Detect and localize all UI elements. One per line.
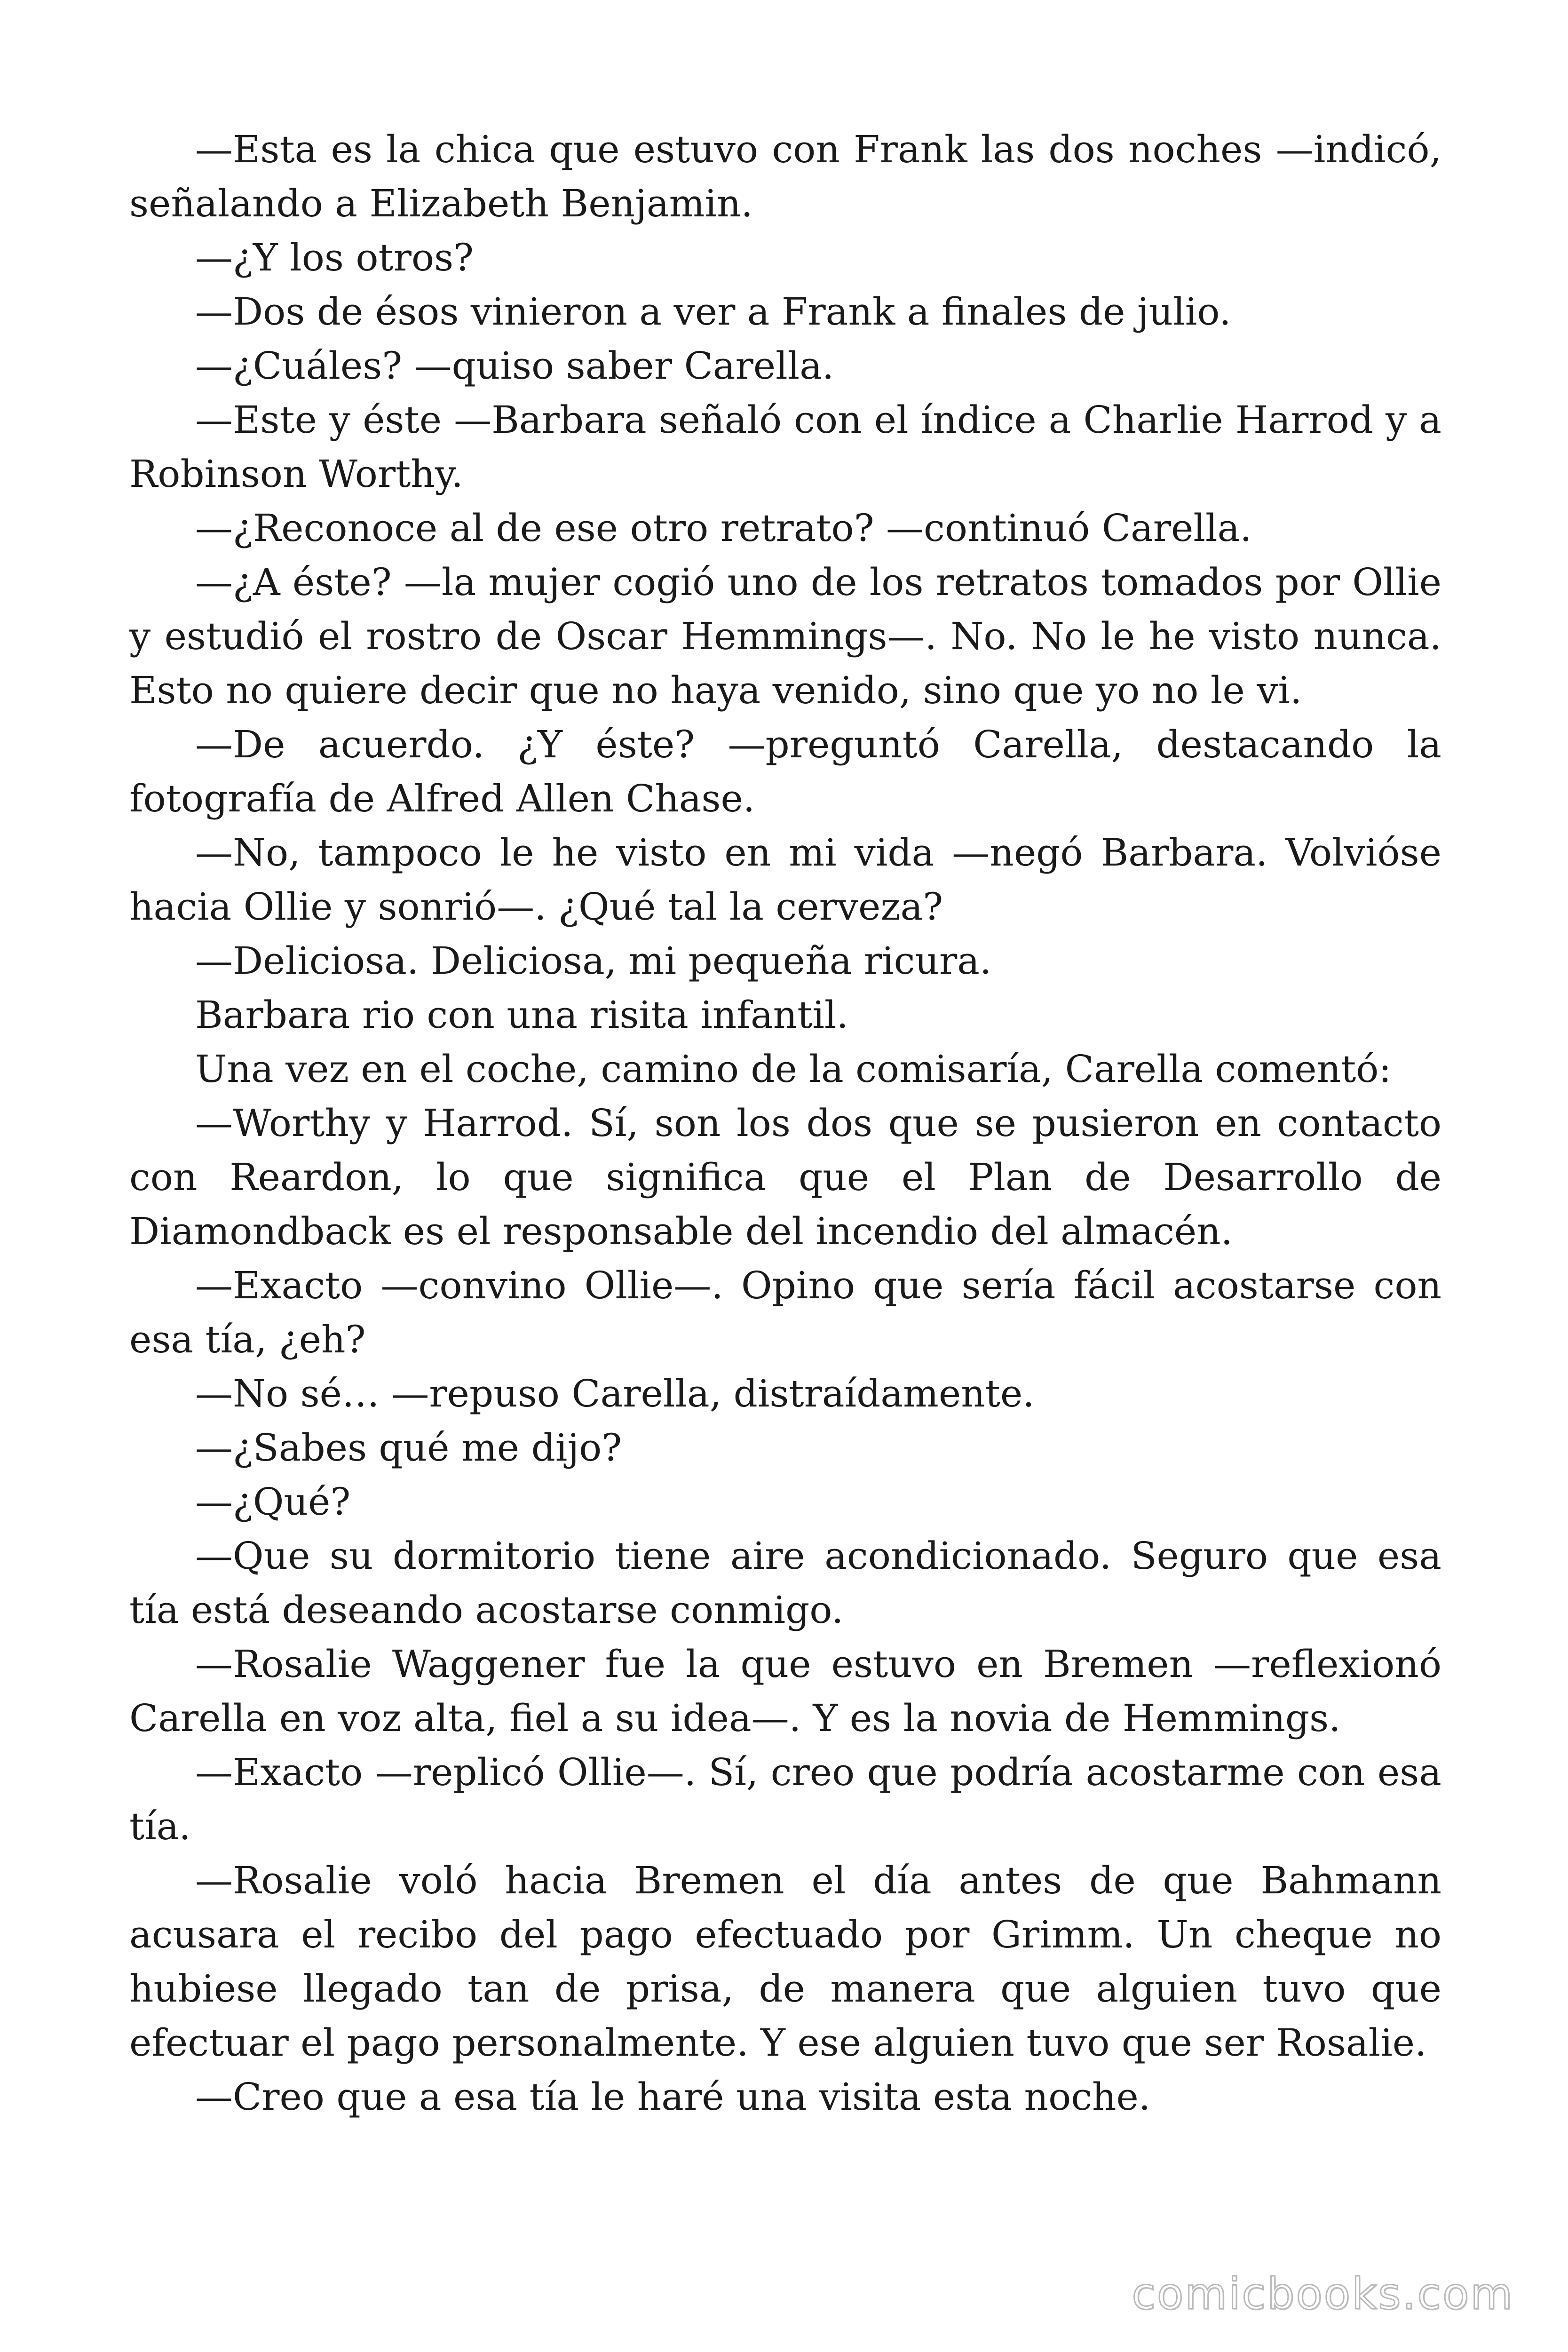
paragraph: —No sé… —repuso Carella, distraídamente. (195, 1372, 1035, 1415)
paragraph: —No, tampoco le he visto en mi vida —negó Barbara. Volvióse hacia Ollie y sonrió—. ¿Qué tal la cerveza? (129, 831, 1441, 929)
paragraph: —¿Sabes qué me dijo? (195, 1426, 622, 1470)
paragraph: —¿A éste? —la mujer cogió uno de los retratos tomados por Ollie y estudió el rostro de Oscar Hemmings—. No. No le he visto nunca. Esto no quiere decir que no haya venido, sino que yo no le vi. (129, 560, 1441, 712)
paragraph: —¿Cuáles? —quiso saber Carella. (195, 344, 834, 388)
paragraph: —Exacto —replicó Ollie—. Sí, creo que podría acostarme con esa tía. (129, 1750, 1441, 1848)
paragraph: —De acuerdo. ¿Y éste? —preguntó Carella, destacando la fotografía de Alfred Allen Chase. (129, 723, 1441, 820)
paragraph: —Dos de ésos vinieron a ver a Frank a finales de julio. (195, 290, 1231, 334)
paragraph: —Este y éste —Barbara señaló con el índice a Charlie Harrod y a Robinson Worthy. (129, 398, 1441, 496)
watermark: comicbooks.com (1132, 2269, 1514, 2319)
paragraph: —Rosalie voló hacia Bremen el día antes de que Bahmann acusara el recibo del pago efectuado por Grimm. Un cheque no hubiese llegado tan de prisa, de manera que alguien tuvo que efectuar el pago personalmente. Y ese alguien tuvo que ser Rosalie. (129, 1859, 1441, 2065)
paragraph: —Deliciosa. Deliciosa, mi pequeña ricura. (195, 939, 992, 983)
paragraph: —¿Reconoce al de ese otro retrato? —continuó Carella. (195, 506, 1252, 550)
page-text-body (129, 122, 1441, 2124)
paragraph: Una vez en el coche, camino de la comisaría, Carella comentó: (195, 1047, 1392, 1091)
paragraph: —Rosalie Waggener fue la que estuvo en Bremen —reflexionó Carella en voz alta, fiel a su idea—. Y es la novia de Hemmings. (129, 1642, 1441, 1740)
paragraph: —Que su dormitorio tiene aire acondicionado. Seguro que esa tía está deseando acostarse conmigo. (129, 1534, 1441, 1632)
paragraph: —Creo que a esa tía le haré una visita esta noche. (195, 2075, 1151, 2119)
paragraph: Barbara rio con una risita infantil. (195, 993, 848, 1037)
paragraph: —¿Y los otros? (195, 236, 474, 279)
paragraph: —Exacto —convino Ollie—. Opino que sería fácil acostarse con esa tía, ¿eh? (129, 1263, 1441, 1361)
paragraph: —Worthy y Harrod. Sí, son los dos que se pusieron en contacto con Reardon, lo que significa que el Plan de Desarrollo de Diamondback es el responsable del incendio del almacén. (129, 1101, 1441, 1253)
paragraph: —¿Qué? (195, 1480, 351, 1524)
paragraph: —Esta es la chica que estuvo con Frank las dos noches —indicó, señalando a Elizabeth Benjamin. (129, 127, 1441, 225)
